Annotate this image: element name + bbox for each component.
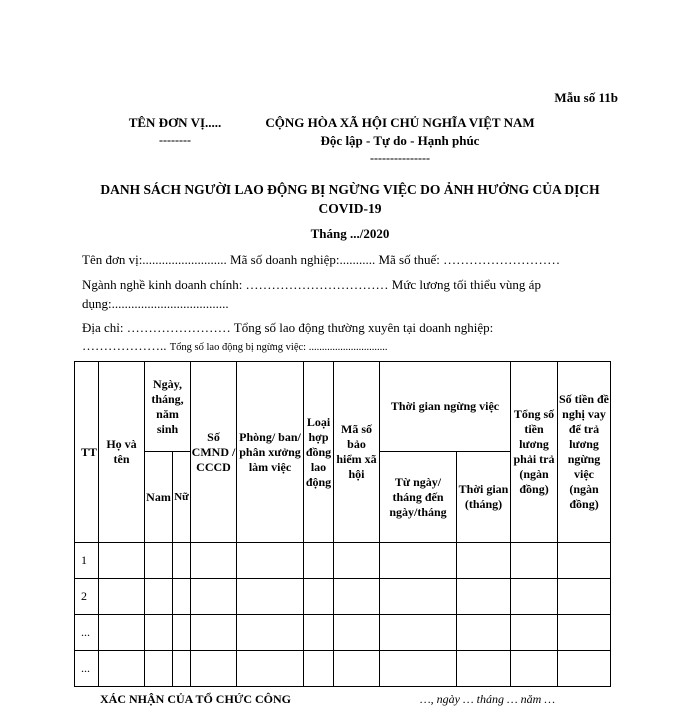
row-number: ... <box>75 651 99 687</box>
nation-heading: CỘNG HÒA XÃ HỘI CHỦ NGHĨA VIỆT NAM <box>265 115 535 130</box>
header-insurance: Mã số bảo hiểm xã hội <box>334 362 380 543</box>
unit-separator: -------- <box>159 133 191 147</box>
field-dots: ……………….. <box>82 338 167 353</box>
row-number: 1 <box>75 543 99 579</box>
header-contract: Loại hợp đồng lao động <box>304 362 334 543</box>
form-number: Mẫu số 11b <box>554 90 618 105</box>
field-line-applied: dụng:.................................... <box>82 296 229 311</box>
header-male: Nam <box>145 452 173 543</box>
header-duration: Thời gian (tháng) <box>457 452 511 543</box>
header-name: Họ và tên <box>99 362 145 543</box>
header-loan: Số tiền đề nghị vay để trả lương ngừng việc (ngàn đồng) <box>558 362 611 543</box>
document-title: DANH SÁCH NGƯỜI LAO ĐỘNG BỊ NGỪNG VIỆC DO ẢNH HƯỞNG CỦA DỊCH <box>100 182 600 197</box>
row-number: ... <box>75 615 99 651</box>
employee-table <box>74 361 611 687</box>
unit-name: TÊN ĐƠN VỊ..... <box>128 115 222 130</box>
document-title-line2: COVID-19 <box>318 201 382 216</box>
table-row <box>75 651 611 687</box>
row-number: 2 <box>75 579 99 615</box>
motto-separator: --------------- <box>370 151 430 165</box>
header-dob: Ngày, tháng, năm sinh <box>145 362 191 452</box>
field-line-industry: Ngành nghề kinh doanh chính: …………………………… Mức lương tối thiểu vùng áp <box>82 277 541 292</box>
motto: Độc lập - Tự do - Hạnh phúc <box>320 133 480 148</box>
stopped-workers-count: Tổng số lao động bị ngừng việc: .............................. <box>169 342 388 353</box>
field-line-stopped <box>82 338 387 354</box>
footer-date: …, ngày … tháng … năm … <box>420 692 556 706</box>
report-month: Tháng .../2020 <box>310 226 390 241</box>
header-female: Nữ <box>173 452 191 543</box>
header-id: Số CMND / CCCD <box>191 362 237 543</box>
header-total-salary: Tổng số tiền lương phải trả (ngàn đồng) <box>511 362 558 543</box>
header-from-to: Từ ngày/ tháng đến ngày/tháng <box>380 452 457 543</box>
table-row <box>75 543 611 579</box>
field-line-address: Địa chỉ: …………………… Tổng số lao động thường xuyên tại doanh nghiệp: <box>82 320 494 335</box>
table-row <box>75 579 611 615</box>
table-row <box>75 615 611 651</box>
field-line-unit: Tên đơn vị:.......................... Mã số doanh nghiệp:........... Mã số thuế: ……………………… <box>82 252 561 267</box>
footer-confirmation: XÁC NHẬN CỦA TỔ CHỨC CÔNG <box>100 692 292 706</box>
header-tt: TT <box>75 362 99 543</box>
header-period: Thời gian ngừng việc <box>380 362 511 452</box>
header-dept: Phòng/ ban/ phân xưởng làm việc <box>237 362 304 543</box>
